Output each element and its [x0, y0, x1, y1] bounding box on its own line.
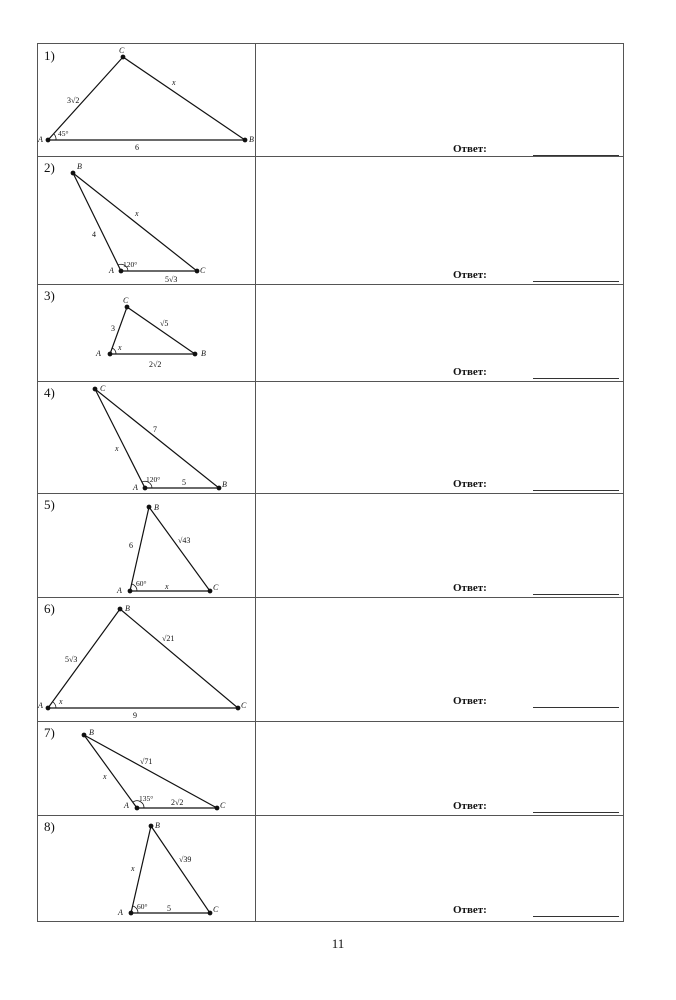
vertex-label: C [220, 801, 226, 810]
side-label: x [115, 444, 119, 453]
problem-number: 1) [44, 48, 55, 63]
side-label: 9 [133, 711, 137, 720]
vertex-label: C [200, 266, 206, 275]
angle-label: 135° [139, 794, 154, 803]
side-label: x [135, 209, 139, 218]
side-label: 6 [129, 541, 133, 550]
angle-label: 60° [136, 579, 147, 588]
angle-label: 60° [137, 902, 148, 911]
answer-field[interactable] [533, 490, 619, 491]
answer-label: Ответ: [453, 366, 487, 378]
angle-label: 120° [146, 475, 161, 484]
vertex-label: B [89, 728, 94, 737]
vertex-label: B [125, 604, 130, 613]
problem-number: 3) [44, 288, 55, 303]
side-label: √39 [179, 855, 192, 864]
angle-label: x [118, 343, 122, 352]
side-label: x [103, 772, 107, 781]
vertex-label: C [213, 583, 219, 592]
side-label: x [131, 864, 135, 873]
side-label: 5 [182, 478, 186, 487]
answer-field[interactable] [533, 155, 619, 156]
side-label: √21 [162, 634, 175, 643]
angle-label: x [59, 697, 63, 706]
vertex-label: A [118, 908, 123, 917]
answer-label: Ответ: [453, 269, 487, 281]
angle-label: 45° [58, 129, 69, 138]
answer-label: Ответ: [453, 904, 487, 916]
side-label: 2√2 [149, 360, 162, 369]
problem-number: 4) [44, 385, 55, 400]
side-label: x [165, 582, 169, 591]
answer-field[interactable] [533, 812, 619, 813]
angle-label: 120° [123, 260, 138, 269]
problem-number: 2) [44, 160, 55, 175]
vertex-label: C [213, 905, 219, 914]
side-label: 5 [167, 904, 171, 913]
side-label: 3 [111, 324, 115, 333]
triangle-2 [71, 171, 199, 273]
side-label: √43 [178, 536, 191, 545]
vertex-label: B [154, 503, 159, 512]
vertex-label: B [222, 480, 227, 489]
problem-number: 7) [44, 725, 55, 740]
answer-field[interactable] [533, 707, 619, 708]
vertex-label: B [249, 135, 254, 144]
side-label: x [172, 78, 176, 87]
vertex-label: A [109, 266, 114, 275]
problem-number: 5) [44, 497, 55, 512]
side-label: 7 [153, 425, 157, 434]
vertex-label: C [119, 46, 125, 55]
side-label: 3√2 [67, 96, 80, 105]
problem-number: 8) [44, 819, 55, 834]
vertex-label: B [155, 821, 160, 830]
page-number: 11 [331, 936, 345, 951]
answer-field[interactable] [533, 281, 619, 282]
vertex-label: B [201, 349, 206, 358]
answer-label: Ответ: [453, 582, 487, 594]
side-label: 6 [135, 143, 139, 152]
vertex-label: C [123, 296, 129, 305]
vertex-label: A [124, 801, 129, 810]
answer-label: Ответ: [453, 143, 487, 155]
vertex-label: B [77, 162, 82, 171]
vertex-label: A [38, 135, 43, 144]
side-label: 5√3 [165, 275, 178, 284]
side-label: √71 [140, 757, 153, 766]
side-label: 4 [92, 230, 96, 239]
vertex-label: A [117, 586, 122, 595]
vertex-label: A [96, 349, 101, 358]
answer-field[interactable] [533, 594, 619, 595]
answer-field[interactable] [533, 378, 619, 379]
vertex-label: C [100, 384, 106, 393]
problem-number: 6) [44, 601, 55, 616]
vertex-label: C [241, 701, 247, 710]
side-label: √5 [160, 319, 169, 328]
side-label: 5√3 [65, 655, 78, 664]
side-label: 2√2 [171, 798, 184, 807]
answer-label: Ответ: [453, 800, 487, 812]
answer-label: Ответ: [453, 695, 487, 707]
answer-label: Ответ: [453, 478, 487, 490]
vertex-label: A [38, 701, 43, 710]
vertex-label: A [133, 483, 138, 492]
answer-field[interactable] [533, 916, 619, 917]
